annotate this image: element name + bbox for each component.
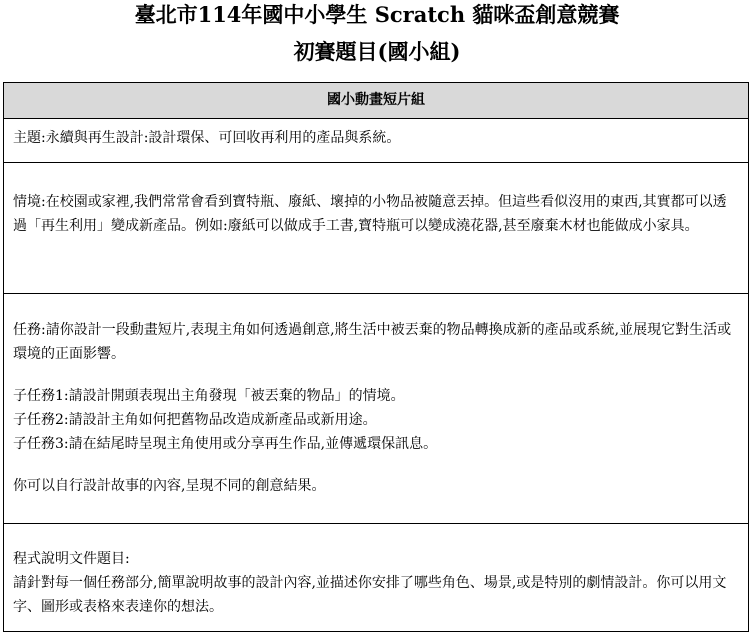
context-row [4,162,748,293]
subtask-2: 子任務2:請設計主角如何把舊物品改造成新產品或新用途。 [13,412,377,428]
task-row [4,293,748,523]
documentation-row [4,523,748,631]
spacer [13,366,739,384]
task-closing: 你可以自行設計故事的內容,呈現不同的創意結果。 [13,478,326,494]
doc-label: 程式說明文件題目: [13,551,130,567]
theme-text: 主題:永續與再生設計:設計環保、可回收再利用的產品與系統。 [13,130,401,146]
theme-row [4,118,748,162]
task-intro: 任務:請你設計一段動畫短片,表現主角如何透過創意,將生活中被丟棄的物品轉換成新的產品或系統,並展現它對生活或環境的正面影響。 [13,322,732,362]
page-subtitle: 初賽題目(國小組) [293,39,461,64]
table-heading: 國小動畫短片組 [4,83,748,118]
spacer [13,456,739,474]
doc-text: 請針對每一個任務部分,簡單說明故事的設計內容,並描述你安排了哪些角色、場景,或是特別的劇情設計。你可以用文字、圖形或表格來表達你的想法。 [13,575,727,615]
problem-table [3,82,749,632]
context-text: 情境:在校園或家裡,我們常常會看到寶特瓶、廢紙、壞掉的小物品被隨意丟掉。但這些看似沒用的東西,其實都可以透過「再生利用」變成新產品。例如:廢紙可以做成手工書,寶特瓶可以變成澆花器,甚至廢棄木材也能做成小家具。 [13,194,727,234]
subtask-1: 子任務1:請設計開頭表現出主角發現「被丟棄的物品」的情境。 [13,388,405,404]
page-title: 臺北市114年國中小學生 Scratch 貓咪盃創意競賽 [134,2,620,27]
subtask-3: 子任務3:請在結尾時呈現主角使用或分享再生作品,並傳遞環保訊息。 [13,436,438,452]
